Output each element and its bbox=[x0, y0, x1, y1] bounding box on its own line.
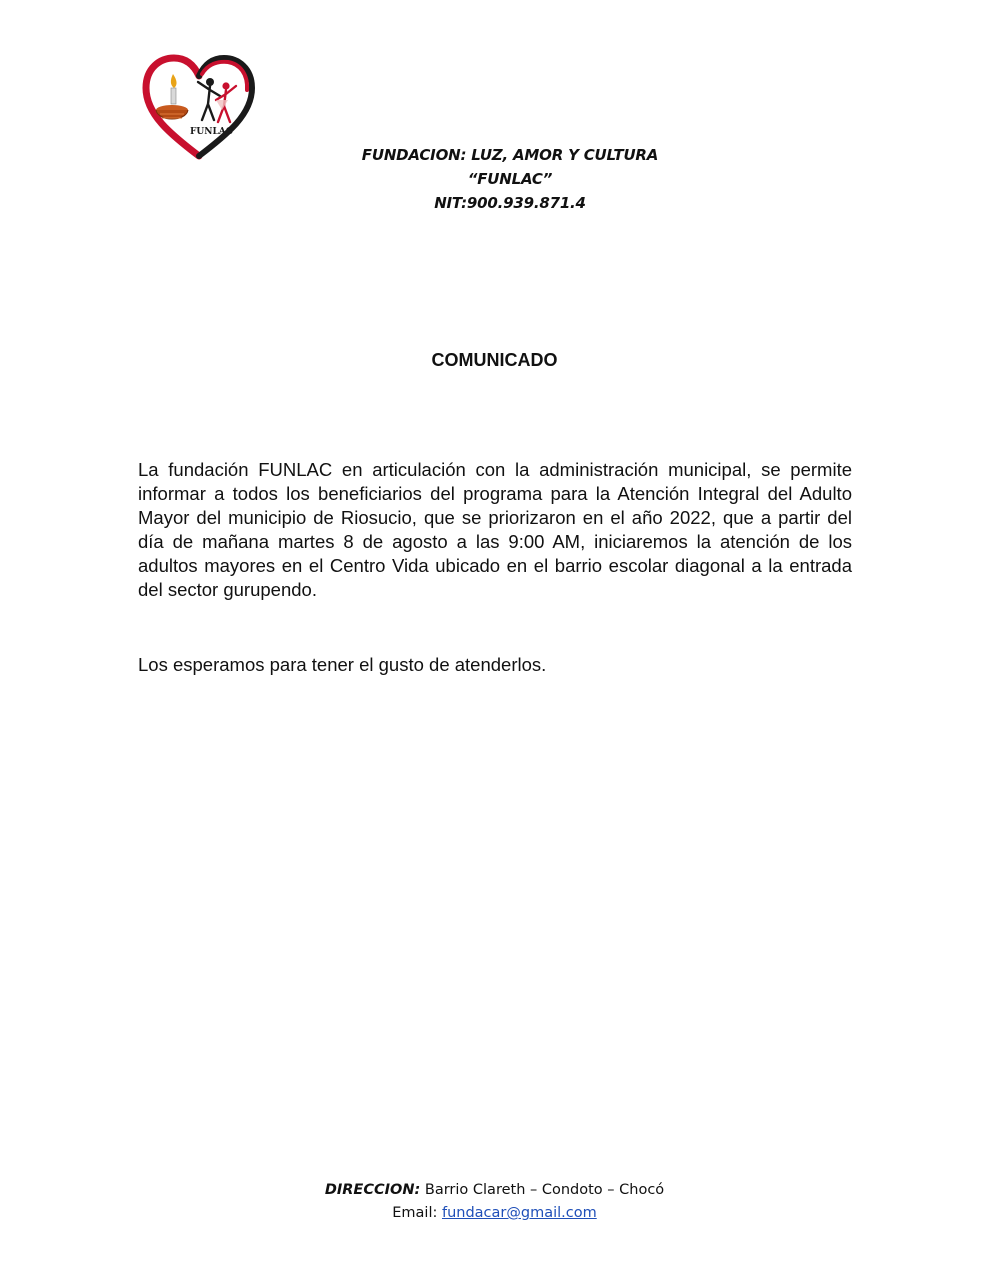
footer-email bbox=[0, 1202, 989, 1225]
body-paragraph: La fundación FUNLAC en articulación con la administración municipal, se permite informar a todos los beneficiarios del programa para la Atención Integral del Adulto Mayor del municipio de Riosucio, que se priorizaron en el año 2022, que a partir del día de mañana martes 8 de agosto a las 9:00 AM, iniciaremos la atención de los adultos mayores en el Centro Vida ubicado en el barrio escolar diagonal a la entrada del sector gurupendo. bbox=[138, 459, 852, 600]
footer-address bbox=[0, 1179, 989, 1202]
closing-line: Los esperamos para tener el gusto de atenderlos. bbox=[138, 654, 547, 675]
logo-text: FUNLAC bbox=[190, 127, 233, 137]
footer bbox=[0, 1179, 989, 1225]
address-value: Barrio Clareth – Condoto – Chocó bbox=[420, 1182, 665, 1198]
funlac-logo bbox=[140, 52, 258, 162]
org-short-name: “FUNLAC” bbox=[467, 170, 553, 188]
letterhead bbox=[300, 143, 720, 215]
document-title: COMUNICADO bbox=[431, 350, 558, 370]
email-label: Email: bbox=[392, 1205, 442, 1221]
address-label: DIRECCION: bbox=[324, 1182, 421, 1198]
heart-logo-icon bbox=[140, 52, 258, 162]
org-name: FUNDACION: LUZ, AMOR Y CULTURA bbox=[361, 146, 659, 164]
email-link[interactable]: fundacar@gmail.com bbox=[441, 1205, 597, 1221]
org-nit: NIT:900.939.871.4 bbox=[434, 194, 586, 212]
